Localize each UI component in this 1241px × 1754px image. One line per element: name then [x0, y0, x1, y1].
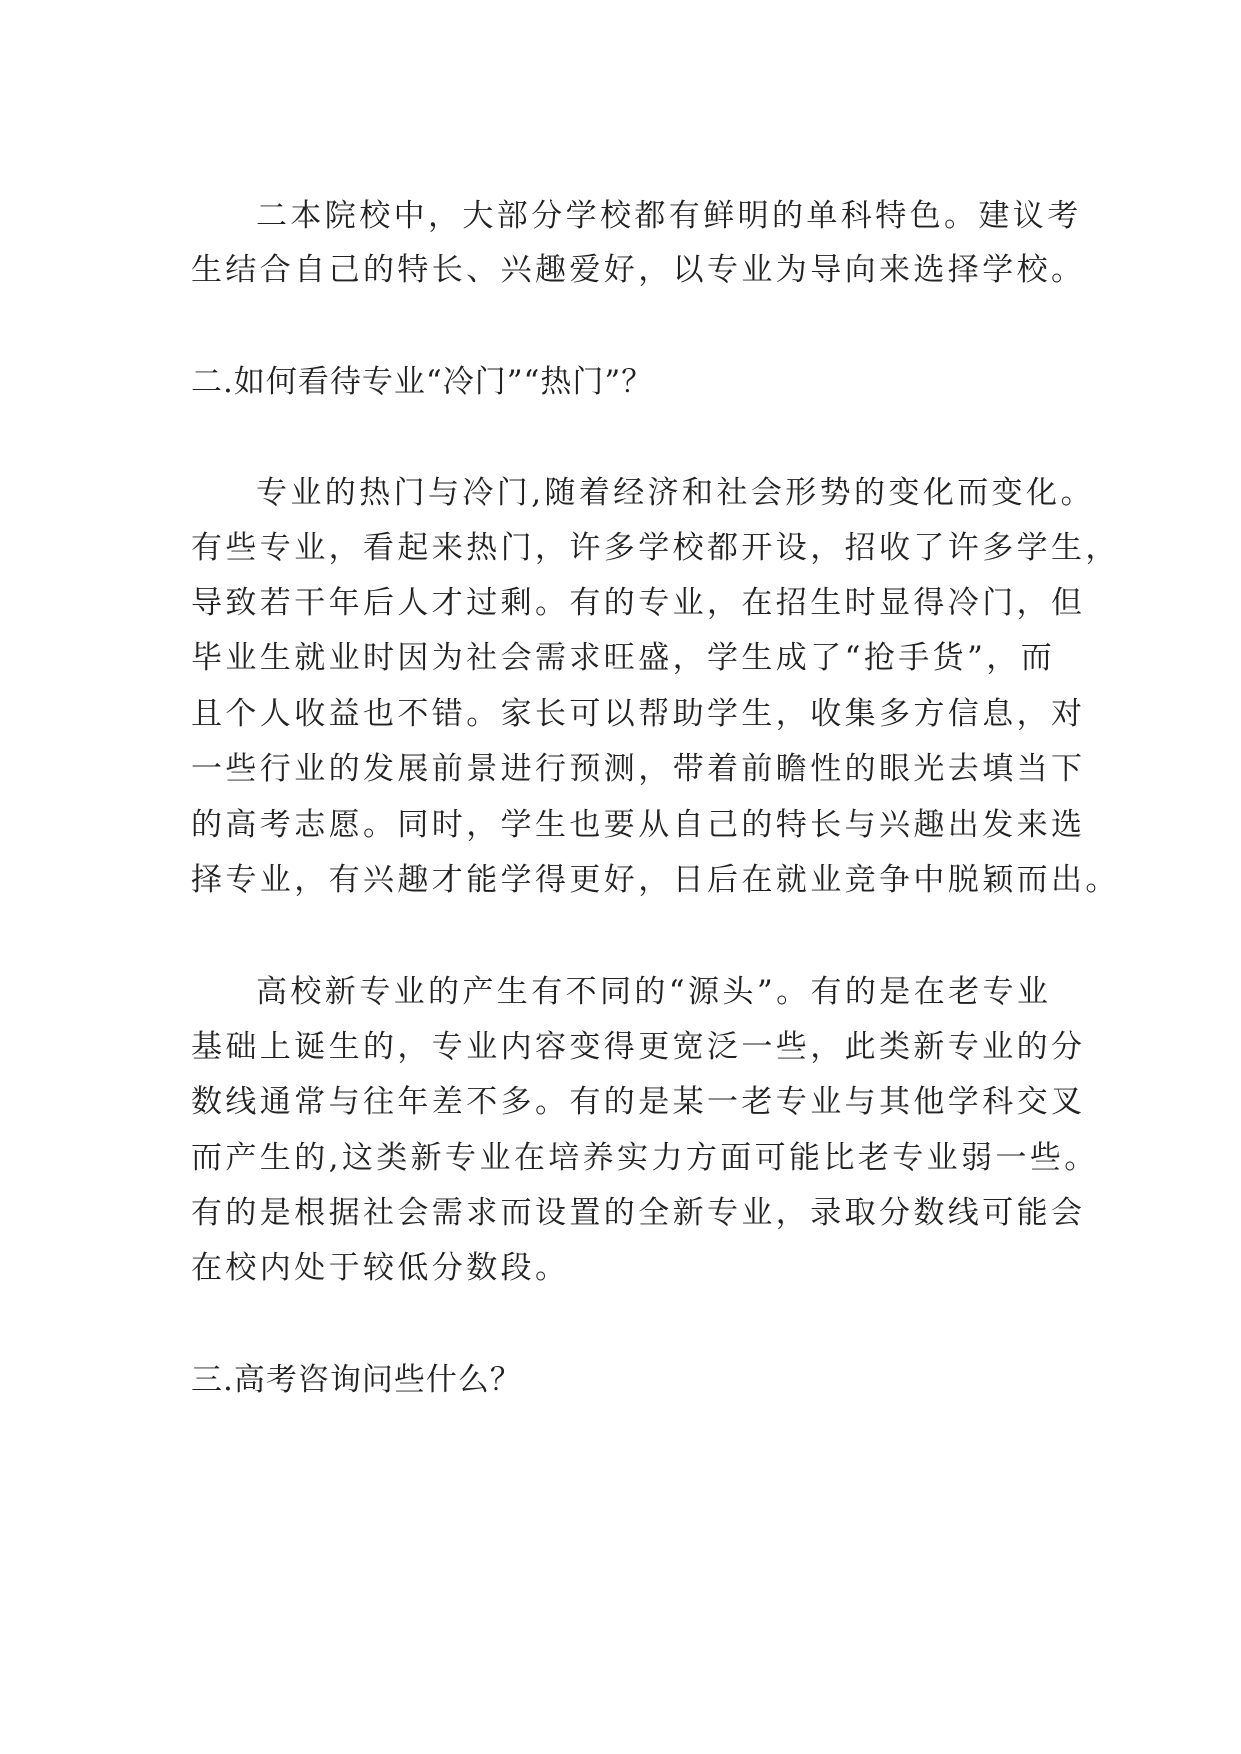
paragraph-line: 基础上诞生的，专业内容变得更宽泛一些，此类新专业的分 — [191, 1029, 1086, 1065]
paragraph-line: 生结合自己的特长、兴趣爱好，以专业为导向来选择学校。 — [191, 252, 1086, 288]
paragraph-line: 专业的热门与冷门,随着经济和社会形势的变化而变化。 — [256, 475, 1095, 511]
section-heading: 三.高考咨询问些什么？ — [191, 1362, 522, 1398]
paragraph-line: 高校新专业的产生有不同的“源头”。有的是在老专业 — [256, 974, 1052, 1010]
paragraph-line: 一些行业的发展前景进行预测，带着前瞻性的眼光去填当下 — [191, 751, 1086, 787]
paragraph-line: 毕业生就业时因为社会需求旺盛，学生成了“抢手货”，而 — [191, 640, 1056, 676]
paragraph-line: 有的是根据社会需求而设置的全新专业，录取分数线可能会 — [191, 1195, 1086, 1231]
paragraph-line: 且个人收益也不错。家长可以帮助学生，收集多方信息，对 — [191, 696, 1086, 732]
paragraph-line: 在校内处于较低分数段。 — [191, 1250, 570, 1286]
section-heading: 二.如何看待专业“冷门”“热门”？ — [191, 364, 654, 400]
paragraph-line: 择专业，有兴趣才能学得更好，日后在就业竞争中脱颖而出。 — [191, 862, 1120, 898]
paragraph-line: 数线通常与往年差不多。有的是某一老专业与其他学科交叉 — [191, 1084, 1086, 1120]
paragraph-line: 的高考志愿。同时，学生也要从自己的特长与兴趣出发来选 — [191, 807, 1086, 843]
paragraph-line: 而产生的,这类新专业在培养实力方面可能比老专业弱一些。 — [191, 1140, 1099, 1176]
paragraph-line: 有些专业，看起来热门，许多学校都开设，招收了许多学生， — [191, 530, 1120, 566]
paragraph-line: 导致若干年后人才过剩。有的专业，在招生时显得冷门，但 — [191, 585, 1086, 621]
paragraph-line: 二本院校中，大部分学校都有鲜明的单科特色。建议考 — [256, 198, 1082, 234]
